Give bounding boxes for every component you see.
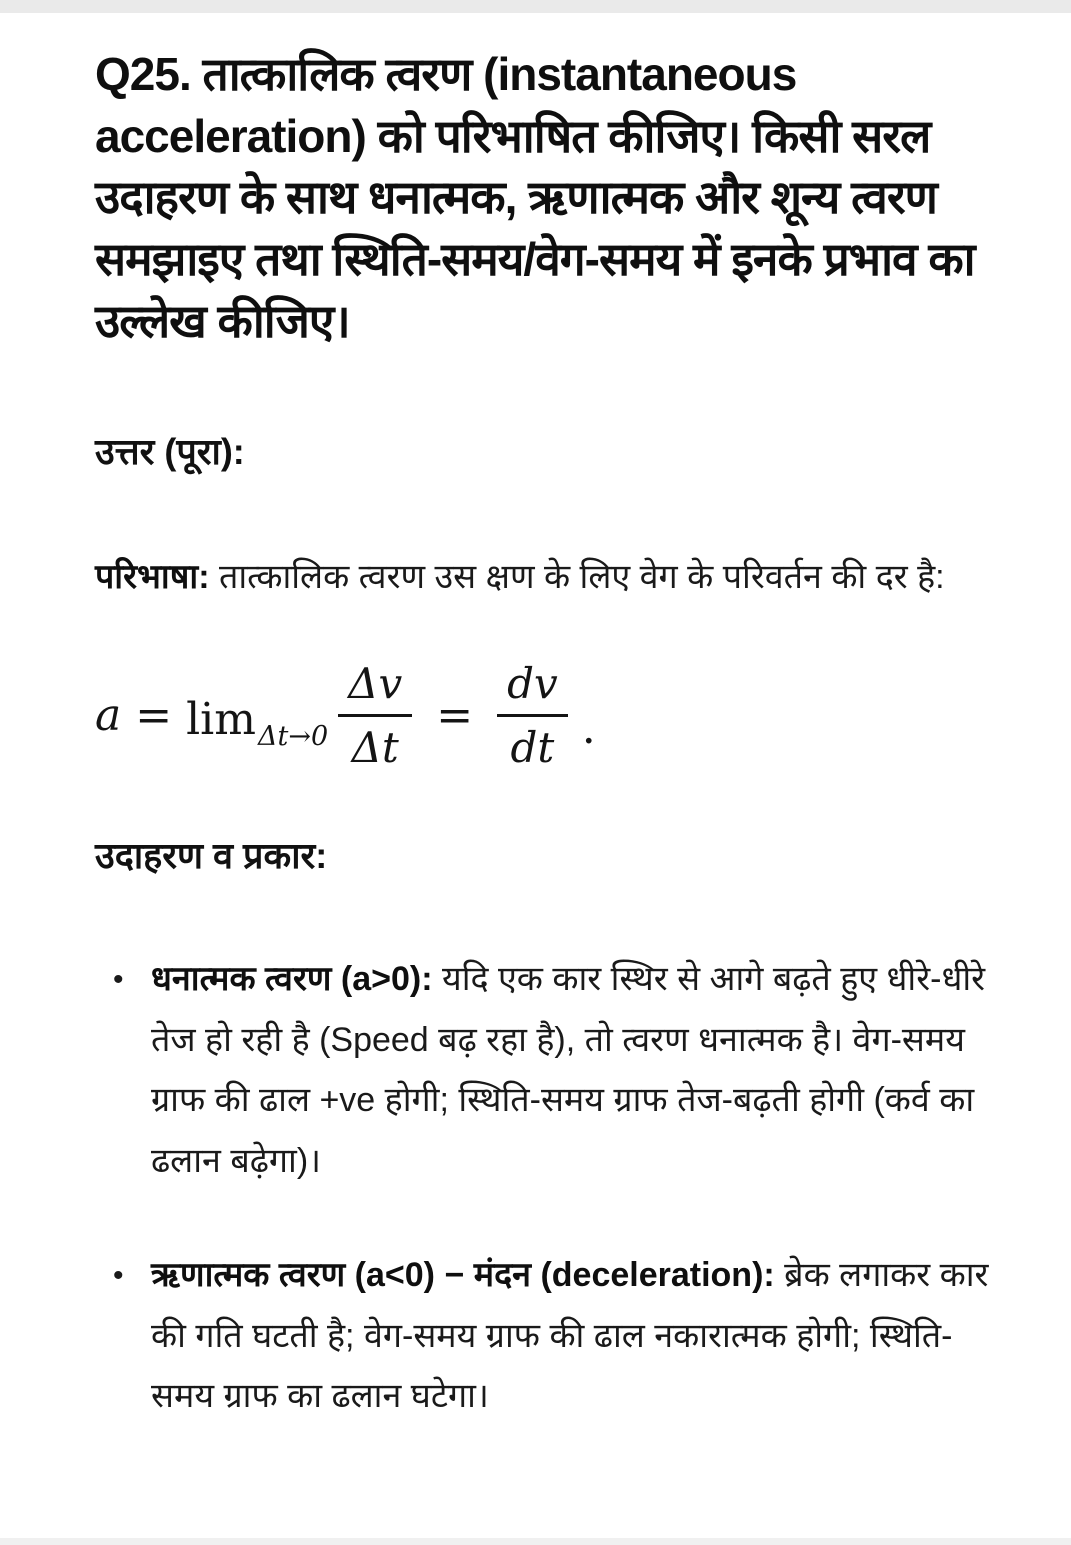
bullet-text: ब्रेक लगाकर कार की गति घटती है; वेग-समय ग्राफ की ढाल नकारात्मक होगी; स्थिति-समय ग्राफ का ढलान घटेगा। — [151, 1256, 989, 1416]
definition-label: परिभाषा: — [95, 558, 210, 597]
bullet-icon: • — [113, 1259, 124, 1293]
derivative-fraction — [497, 659, 568, 772]
top-divider — [0, 0, 1071, 13]
equals-sign: = — [436, 690, 474, 741]
bullet-bold-label: ऋणात्मक त्वरण (a<0) − मंदन (deceleration): — [151, 1256, 775, 1295]
bullet-icon: • — [113, 963, 124, 996]
equals-sign: = — [135, 690, 173, 741]
bottom-divider — [0, 1538, 1071, 1545]
list-item-negative-acceleration — [113, 1245, 1013, 1427]
fraction-denominator-dt: dt — [510, 723, 555, 772]
definition-text: तात्कालिक त्वरण उस क्षण के लिए वेग के परिवर्तन की दर है: — [218, 558, 945, 597]
bullet-text: यदि एक कार स्थिर से आगे बढ़ते हुए धीरे-धीरे तेज हो रही है (Speed बढ़ रहा है), तो त्वरण धनात्मक है। वेग-समय ग्राफ की ढाल +ve होगी; स्थिति-समय ग्राफ तेज-बढ़ती होगी (कर्व का ढलान बढ़ेगा)। — [151, 960, 986, 1180]
bullet-bold-label: धनात्मक त्वरण (a>0): — [151, 960, 433, 998]
bullet-content — [151, 949, 1013, 1191]
answer-label: उत्तर (पूरा): — [95, 431, 245, 473]
formula-period: . — [581, 703, 596, 754]
fraction-numerator-delta-v: Δv — [338, 659, 412, 717]
fraction-numerator-dv: dv — [497, 659, 568, 717]
limit-operator-group — [186, 694, 329, 752]
acceleration-formula — [95, 659, 596, 772]
list-item-positive-acceleration — [113, 949, 1013, 1191]
delta-fraction — [338, 659, 412, 772]
limit-subscript: Δt→0 — [257, 721, 329, 752]
bullet-content — [151, 1245, 1013, 1427]
question-title: Q25. तात्कालिक त्वरण (instantaneous acceleration) को परिभाषित कीजिए। किसी सरल उदाहरण के साथ धनात्मक, ऋणात्मक और शून्य त्वरण समझाइए तथा स्थिति-समय/वेग-समय में इनके प्रभाव का उल्लेख कीजिए। — [95, 48, 975, 347]
formula-variable-a: a — [95, 690, 122, 741]
limit-operator: lim — [186, 694, 256, 745]
definition-paragraph — [95, 547, 1000, 609]
fraction-denominator-delta-t: Δt — [351, 723, 399, 772]
examples-bullet-list — [95, 949, 1013, 1427]
examples-heading: उदाहरण व प्रकार: — [95, 835, 328, 876]
